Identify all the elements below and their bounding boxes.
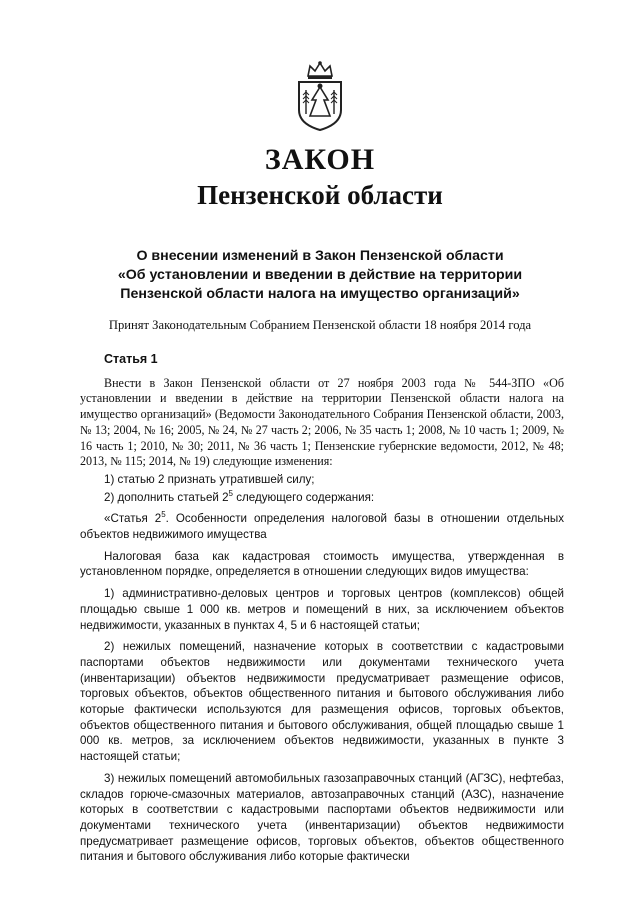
coat-of-arms-icon bbox=[294, 60, 346, 132]
article-heading: Статья 1 bbox=[104, 352, 158, 366]
law-subtitle bbox=[60, 247, 580, 304]
paragraph: Налоговая база как кадастровая стоимость имущества, утвержденная в установленном порядке, определяется в отношении следующих видов имущества: bbox=[80, 549, 564, 579]
list-item: 2) нежилых помещений, назначение которых в соответствии с кадастровыми паспортами объектов недвижимости или документами технического учета (инвентаризации) объектов недвижимости предусматривает размещение офисов, торговых объектов, объектов общественного питания и бытового обслуживания либо которые фактически используются для размещения офисов, торговых объектов, объектов общественного питания и бытового обслуживания, общей площадью свыше 1 000 кв. метров, за исключением объектов недвижимости, указанных в пункте 3 настоящей статьи; bbox=[80, 640, 564, 764]
list-item: 1) административно-деловых центров и торговых центров (комплексов) общей площадью свыше 1 000 кв. метров и помещений в них, за исключением объектов недвижимости, указанных в пунктах 4, 5 и 6 настоящей статьи; bbox=[80, 587, 564, 632]
region-title: Пензенской области bbox=[197, 180, 443, 210]
subtitle-line: О внесении изменений в Закон Пензенской области bbox=[136, 248, 504, 264]
adoption-line: Принят Законодательным Собранием Пензенской области 18 ноября 2014 года bbox=[108, 318, 532, 332]
list-item: 1) статью 2 признать утратившей силу; bbox=[104, 472, 315, 486]
law-title: ЗАКОН bbox=[264, 143, 376, 176]
subtitle-line: Пензенской области налога на имущество организаций» bbox=[120, 286, 520, 302]
article-intro: Внести в Закон Пензенской области от 27 ноября 2003 года № 544-ЗПО «Об установлении и введении в действие на территории Пензенской области налога на имущество организаций» (Ведомости Законодательного Собрания Пензенской области, 2003, № 13; 2004, № 16; 2005, № 24, № 27 часть 2; 2006, № 35 часть 1; 2008, № 10 часть 1; 2009, № 16 часть 1; 2010, № 30; 2011, № 36 часть 1; Пензенские губернские ведомости, 2012, № 48; 2013, № 115; 2014, № 19) следующие изменения: bbox=[80, 375, 564, 469]
subtitle-line: «Об установлении и введении в действие на территории bbox=[117, 267, 523, 283]
list-item: 3) нежилых помещений автомобильных газозаправочных станций (АГЗС), нефтебаз, складов горюче-смазочных материалов, автозаправочных станций (АЗС), назначение которых в соответствии с кадастровыми паспортами объектов недвижимости или документами технического учета (инвентаризации) объектов недвижимости предусматривает размещение офисов, торговых объектов, объектов общественного питания и бытового обслуживания либо которые фактически bbox=[80, 771, 564, 864]
article-body bbox=[80, 352, 564, 865]
new-article-title: «Статья $2^5$. Особенности определения налоговой базы в отношении отдельных объектов недвижимого имущества bbox=[80, 510, 564, 542]
list-item: 2) дополнить статьей $2^5$ следующего содержания: bbox=[104, 488, 375, 504]
